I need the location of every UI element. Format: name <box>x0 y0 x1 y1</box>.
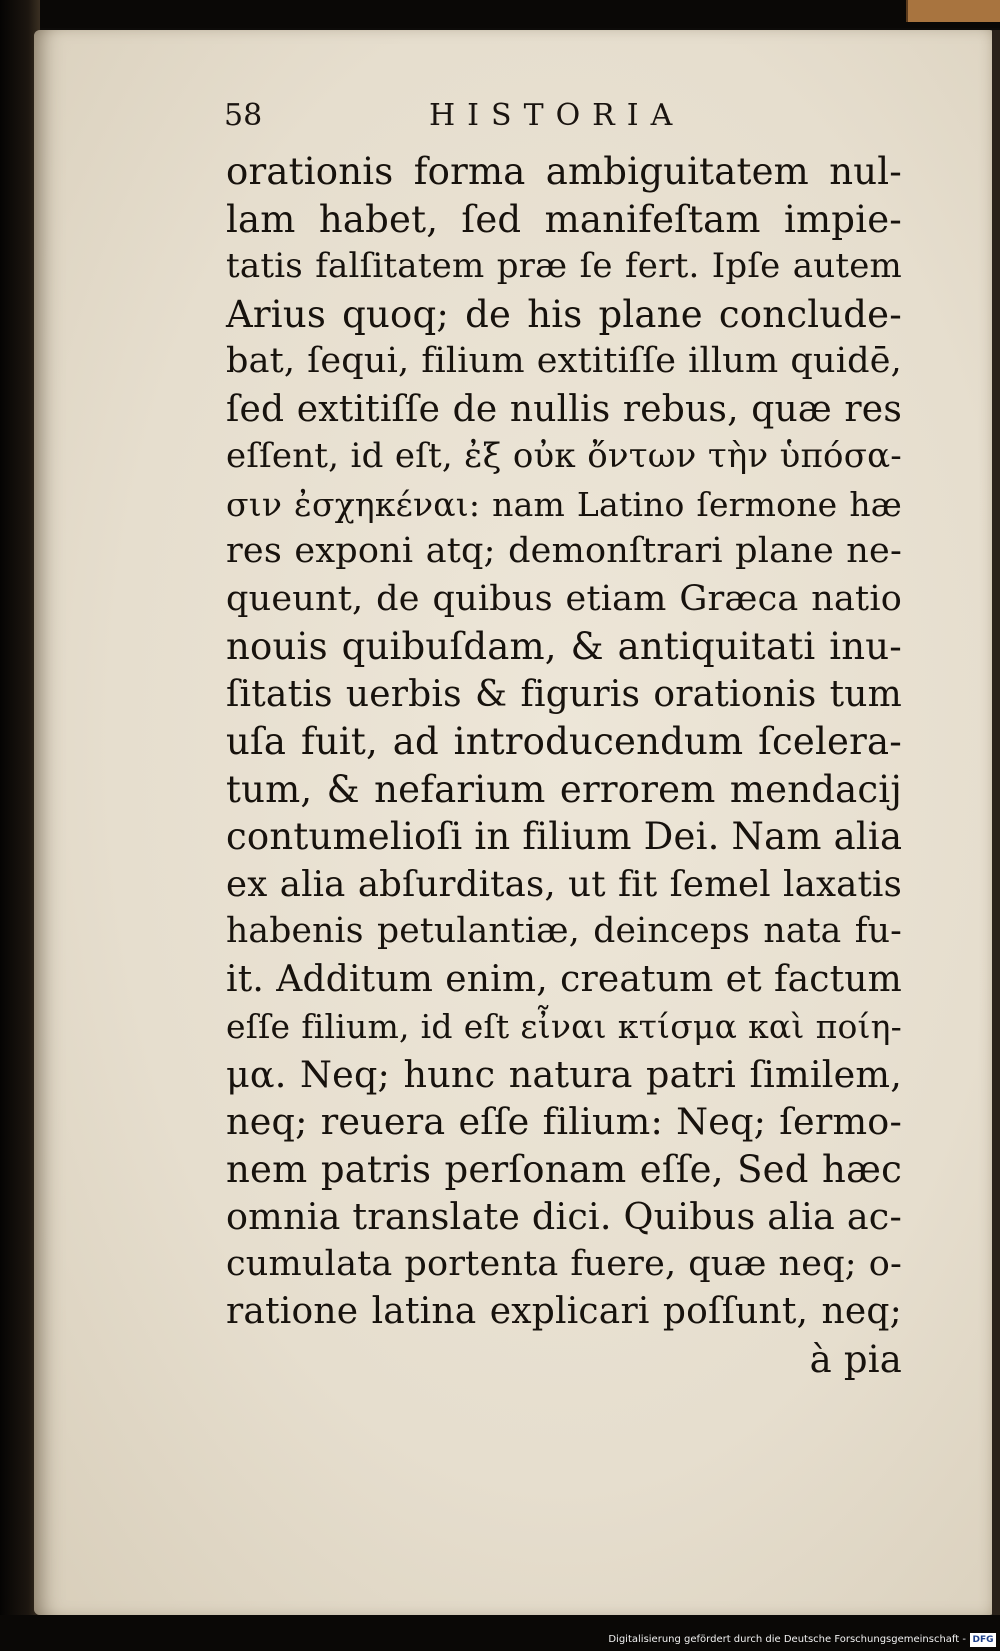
body-text <box>226 148 902 1383</box>
text-line: habenis petulantiæ, deinceps nata fu- <box>226 911 902 951</box>
page-right-edge <box>992 30 1000 1615</box>
text-line: uſa fuit, ad introducendum ſcelera- <box>226 720 902 763</box>
text-line: ſed extitiſſe de nullis rebus, quæ res <box>226 388 902 430</box>
running-head: HISTORIA <box>429 98 685 133</box>
book-corner-tab <box>906 0 1000 22</box>
page-number: 58 <box>224 98 263 133</box>
digitization-credit: Digitalisierung gefördert durch die Deutsche Forschungsgemeinschaft - <box>608 1634 966 1645</box>
text-line: neq; reuera eſſe filium: Neq; ſermo- <box>226 1100 902 1143</box>
catchword: à pia <box>809 1337 902 1381</box>
text-line: ſitatis uerbis & figuris orationis tum <box>226 673 902 715</box>
text-line: res exponi atq; demonſtrari plane ne- <box>226 531 902 571</box>
text-line: eſſent, id eſt, ἐξ οὐκ ὄντων τὴν ὑπόσα- <box>226 436 902 476</box>
text-line: tum, & nefarium errorem mendacij <box>226 767 902 811</box>
text-line: ex alia abſurditas, ut fit ſemel laxatis <box>226 863 902 905</box>
page-header <box>224 92 744 142</box>
text-line: μα. Neq; hunc natura patri ſimilem, <box>226 1052 902 1096</box>
text-line: lam habet, ſed manifeſtam impie- <box>226 197 902 241</box>
scan-bottom-border <box>0 1615 1000 1651</box>
text-line: cumulata portenta fuere, quæ neq; o- <box>226 1243 902 1284</box>
text-line: Arius quoq; de his plane conclude- <box>226 292 902 336</box>
text-line: contumelioſi in filium Dei. Nam alia <box>226 815 903 858</box>
text-line: orationis forma ambiguitatem nul- <box>226 150 902 193</box>
text-line: σιν ἐσχηκέναι: nam Latino ſermone hæ <box>226 484 902 524</box>
text-line: it. Additum enim, creatum et factum <box>226 958 902 1000</box>
text-line: nem patris perſonam eſſe, Sed hæc <box>226 1147 902 1191</box>
text-line: queunt, de quibus etiam Græca natio <box>226 578 902 619</box>
text-line: ratione latina explicari poſſunt, neq; <box>226 1291 902 1332</box>
dfg-logo: DFG <box>970 1633 996 1647</box>
scan-top-border <box>0 0 1000 28</box>
text-line: tatis falſitatem præ ſe fert. Ipſe autem <box>226 246 902 286</box>
text-line: bat, ſequi, filium extitiſſe illum quidē, <box>226 341 902 381</box>
text-line: nouis quibuſdam, & antiquitati inu- <box>226 625 902 668</box>
text-line: eſſe filium, id eſt εἶναι κτίσμα καὶ ποίη- <box>226 1007 902 1046</box>
text-line: omnia translate dici. Quibus alia ac- <box>226 1195 902 1238</box>
